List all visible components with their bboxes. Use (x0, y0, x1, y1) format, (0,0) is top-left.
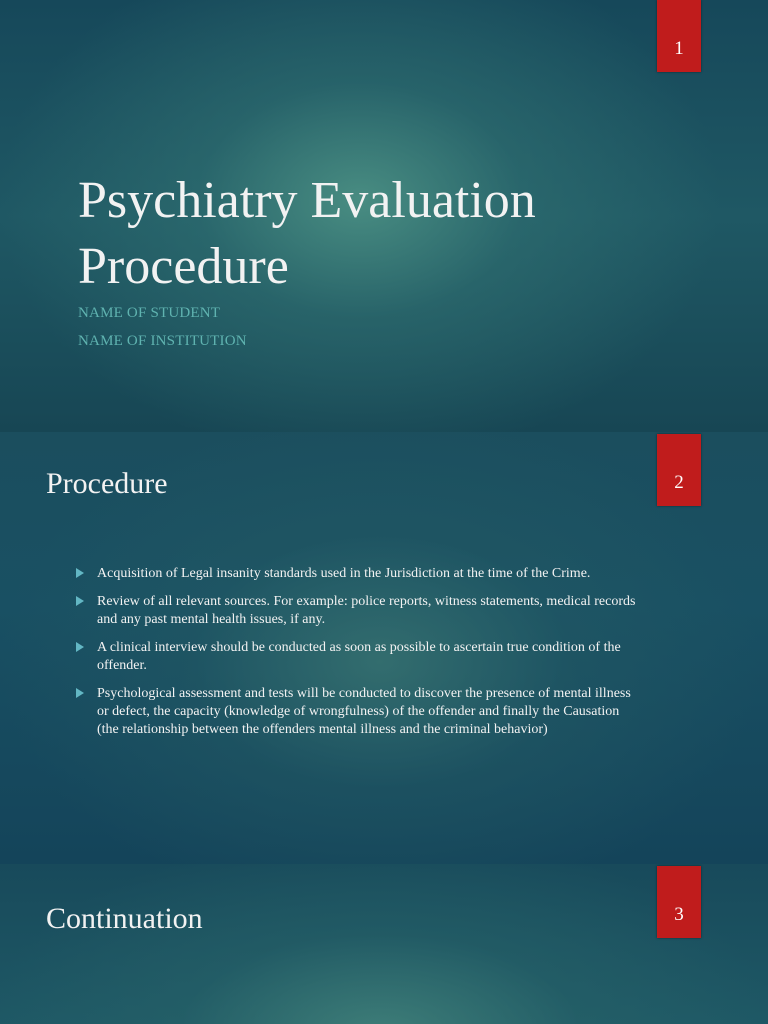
slide-2 (0, 432, 768, 864)
presentation-title: Psychiatry Evaluation Procedure (78, 172, 536, 295)
bullet-text: Review of all relevant sources. For example: police reports, witness statements, medical records and any past mental health issues, if any. (97, 594, 636, 627)
bullet-arrow-icon (76, 642, 84, 652)
slide-heading: Continuation (46, 902, 203, 935)
slide-1 (0, 0, 768, 432)
slide-heading: Procedure (46, 467, 168, 500)
bullet-item (76, 685, 636, 739)
page-number-tab (657, 866, 701, 938)
bullet-arrow-icon (76, 688, 84, 698)
bullet-arrow-icon (76, 568, 84, 578)
slide-3 (0, 864, 768, 1024)
page-number: 1 (674, 38, 684, 59)
institution-name: NAME OF INSTITUTION (78, 333, 247, 349)
bullet-item (76, 593, 636, 629)
bullet-arrow-icon (76, 596, 84, 606)
bullet-text: A clinical interview should be conducted as soon as possible to ascertain true condition of the offender. (97, 640, 621, 673)
student-name: NAME OF STUDENT (78, 305, 221, 321)
page-number: 3 (674, 904, 684, 925)
page-number-tab (657, 434, 701, 506)
page-number: 2 (674, 472, 684, 493)
bullet-list (76, 565, 636, 749)
bullet-item (76, 565, 636, 583)
bullet-text: Acquisition of Legal insanity standards used in the Jurisdiction at the time of the Crime. (97, 566, 591, 581)
bullet-text: Psychological assessment and tests will be conducted to discover the presence of mental illness or defect, the capacity (knowledge of wrongfulness) of the offender and finally the Causation (the relationship between the offenders mental illness and the criminal behavior) (97, 686, 631, 737)
bullet-item (76, 639, 636, 675)
page-number-tab (657, 0, 701, 72)
